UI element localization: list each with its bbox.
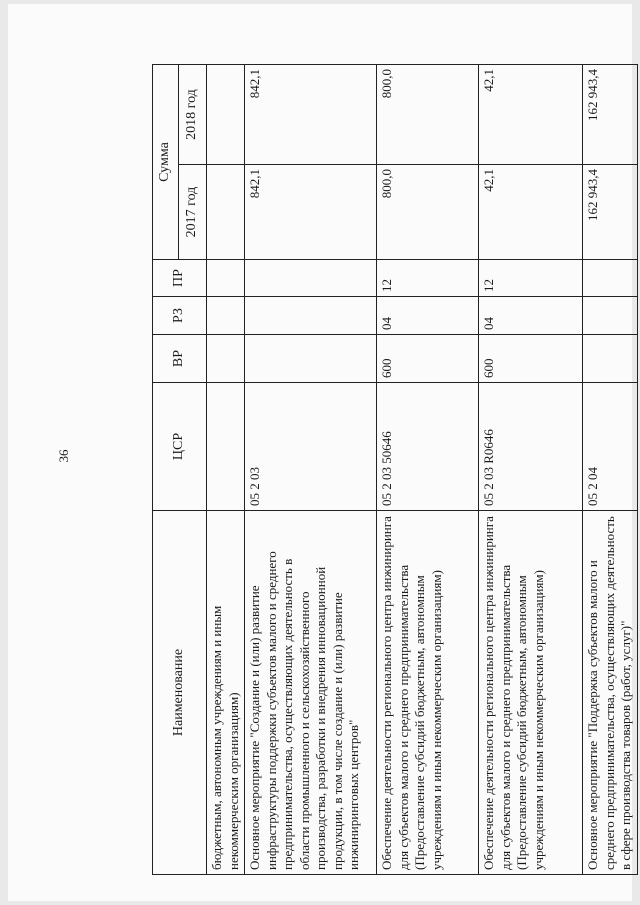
header-sum: Сумма [153,65,179,260]
row-pr: 12 [377,260,479,297]
row-name: Основное мероприятие "Поддержка субъектов малого и среднего предпринимательства, осуществляющих деятельность в сфере производства товаров (работ, услуг)" [583,511,638,875]
table-row [207,65,245,875]
row-csr [207,383,245,511]
budget-table-rotated [152,65,633,875]
row-name: Обеспечение деятельности регионального центра инжиниринга для субъектов малого и среднего предпринимательства (Предоставление субсидий бюджетным, автономным учреждениям и иным некоммерческим организациям) [377,511,479,875]
row-2018 [207,65,245,165]
header-rz: РЗ [153,297,207,335]
header-name: Наименование [153,511,207,875]
row-csr: 05 2 03 R0646 [479,383,583,511]
row-rz [583,297,638,335]
row-vr: 600 [377,335,479,383]
row-2017 [207,165,245,260]
row-pr [245,260,377,297]
budget-table [152,64,638,875]
row-csr: 05 2 03 50646 [377,383,479,511]
row-vr: 600 [479,335,583,383]
row-2018: 162 943,4 [583,65,638,165]
row-name: Основное мероприятие "Создание и (или) развитие инфраструктуры поддержки субъектов малого и среднего предпринимательства, осуществляющих деятельность в области промышленного и сельскохозяйственного производства, разработки и внедрения инновационной продукции, в том числе создание и (или) развитие инжиниринговых центров" [245,511,377,875]
row-rz: 04 [479,297,583,335]
row-rz [245,297,377,335]
row-rz: 04 [377,297,479,335]
row-vr [583,335,638,383]
header-pr: ПР [153,260,207,297]
row-2017: 800,0 [377,165,479,260]
row-csr: 05 2 03 [245,383,377,511]
row-rz [207,297,245,335]
row-pr [583,260,638,297]
row-pr [207,260,245,297]
row-2018: 42,1 [479,65,583,165]
header-row [153,65,179,875]
header-year-2017: 2017 год [179,165,207,260]
row-vr [245,335,377,383]
row-name: бюджетным, автономным учреждениям и иным некоммерческим организациям) [207,511,245,875]
row-name: Обеспечение деятельности регионального центра инжиниринга для субъектов малого и среднего предпринимательства (Предоставление субсидий бюджетным, автономным учреждениям и иным некоммерческим организациям) [479,511,583,875]
row-2017: 842,1 [245,165,377,260]
table-row [583,65,638,875]
table-row [377,65,479,875]
header-year-2018: 2018 год [179,65,207,165]
header-vr: ВР [153,335,207,383]
row-2017: 42,1 [479,165,583,260]
page-number: 36 [56,449,71,463]
row-2018: 800,0 [377,65,479,165]
header-csr: ЦСР [153,383,207,511]
row-2018: 842,1 [245,65,377,165]
row-pr: 12 [479,260,583,297]
table-row [479,65,583,875]
row-vr [207,335,245,383]
table-row [245,65,377,875]
row-csr: 05 2 04 [583,383,638,511]
row-2017: 162 943,4 [583,165,638,260]
